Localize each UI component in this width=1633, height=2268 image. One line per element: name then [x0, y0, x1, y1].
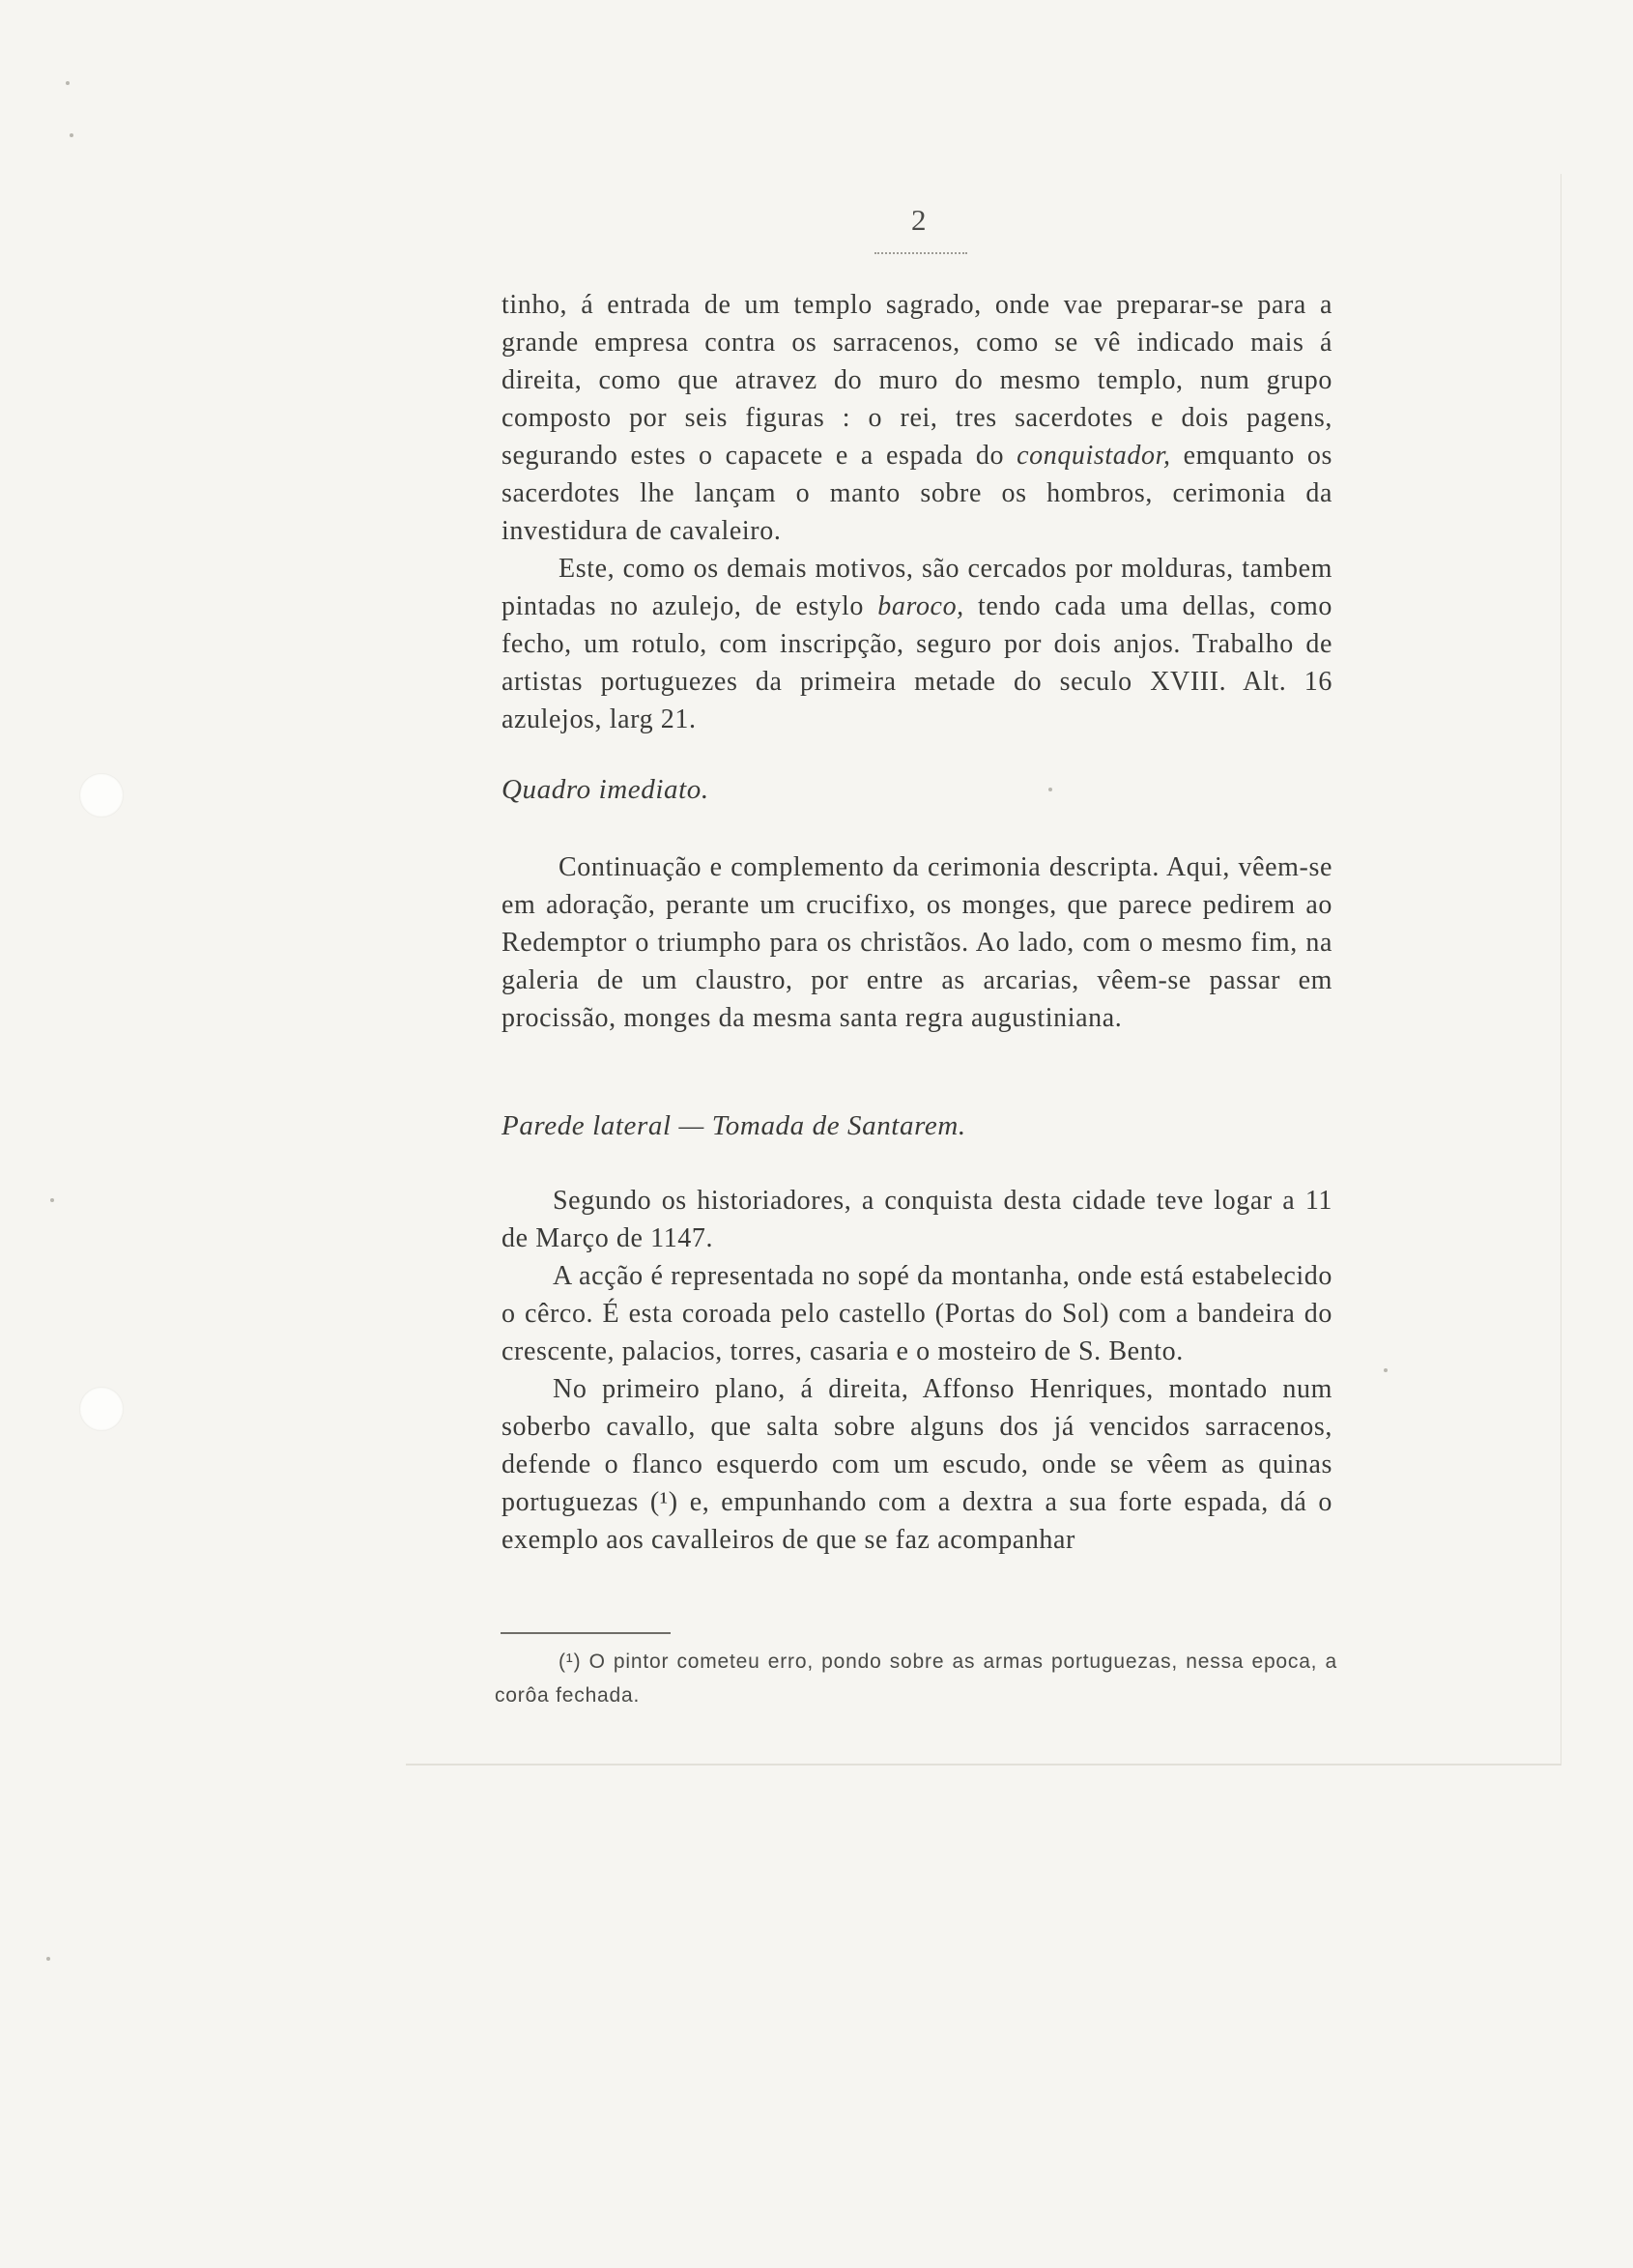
heading-tomada-de-santarem: Parede lateral — Tomada de Santarem. [501, 1110, 966, 1141]
paragraph-4: Segundo os historiadores, a conquista desta cidade teve logar a 11 de Março de 1147. [501, 1186, 1332, 1253]
paragraph-investidura [501, 286, 1332, 550]
footnote-rule [501, 1632, 671, 1634]
heading-quadro-imediato: Quadro imediato. [501, 774, 709, 805]
paragraph-2: Este, como os demais motivos, são cercados por molduras, tambem pintadas no azulejo, de estylo baroco, tendo cada uma dellas, como fecho, um rotulo, com inscripção, seguro por dois anjos. Trabalho de artistas portuguezes da primeira metade do seculo XVIII. Alt. 16 azulejos, larg 21. [501, 554, 1332, 734]
paragraph-5: A acção é representada no sopé da montanha, onde está estabelecido o cêrco. É esta coroada pelo castello (Portas do Sol) com a bandeira do crescente, palacios, torres, casaria e o mosteiro de S. Bento. [501, 1261, 1332, 1366]
paragraph-molduras [501, 550, 1332, 738]
speck [46, 1957, 50, 1961]
page-number: 2 [911, 203, 927, 237]
punch-hole-lower [79, 1387, 124, 1431]
punch-hole-upper [79, 773, 124, 818]
heading-tomada-block [501, 1107, 1332, 1145]
paragraph-continuacao-block [501, 848, 1332, 1037]
speck [66, 81, 70, 85]
paragraph-6: No primeiro plano, á direita, Affonso Henriques, montado num soberbo cavallo, que salta sobre alguns dos já vencidos sarracenos, defende o flanco esquerdo com um escudo, onde se vêem as quinas portuguezas (¹) e, empunhando com a dextra a sua forte espada, dá o exemplo aos cavalleiros de que se faz acompanhar [501, 1374, 1332, 1555]
speck [1384, 1368, 1388, 1372]
heading-quadro-imediato-block [501, 771, 1332, 809]
paragraph-1: tinho, á entrada de um templo sagrado, onde vae preparar-se para a grande empresa contra os sarracenos, como se vê indicado mais á direita, como que atravez do muro do mesmo templo, num grupo composto por seis figuras : o rei, tres sacerdotes e dois pagens, segurando estes o capacete e a espada do conquistador, emquanto os sacerdotes lhe lançam o manto sobre os hombros, cerimonia da investidura de cavaleiro. [501, 290, 1333, 546]
paragraph-3: Continuação e complemento da cerimonia descripta. Aqui, vêem-se em adoração, perante um crucifixo, os monges, que parece pedirem ao Redemptor o triumpho para os christãos. Ao lado, com o mesmo fim, na galeria de um claustro, por entre as arcarias, vêem-se passar em procissão, monges da mesma santa regra augustiniana. [501, 852, 1332, 1033]
speck [50, 1198, 54, 1202]
page-number-rule [874, 252, 967, 254]
footnote: (¹) O pintor cometeu erro, pondo sobre as armas portuguezas, nessa epoca, a corôa fechada. [495, 1651, 1337, 1707]
paragraphs-santarem [501, 1182, 1332, 1559]
speck [70, 133, 73, 137]
